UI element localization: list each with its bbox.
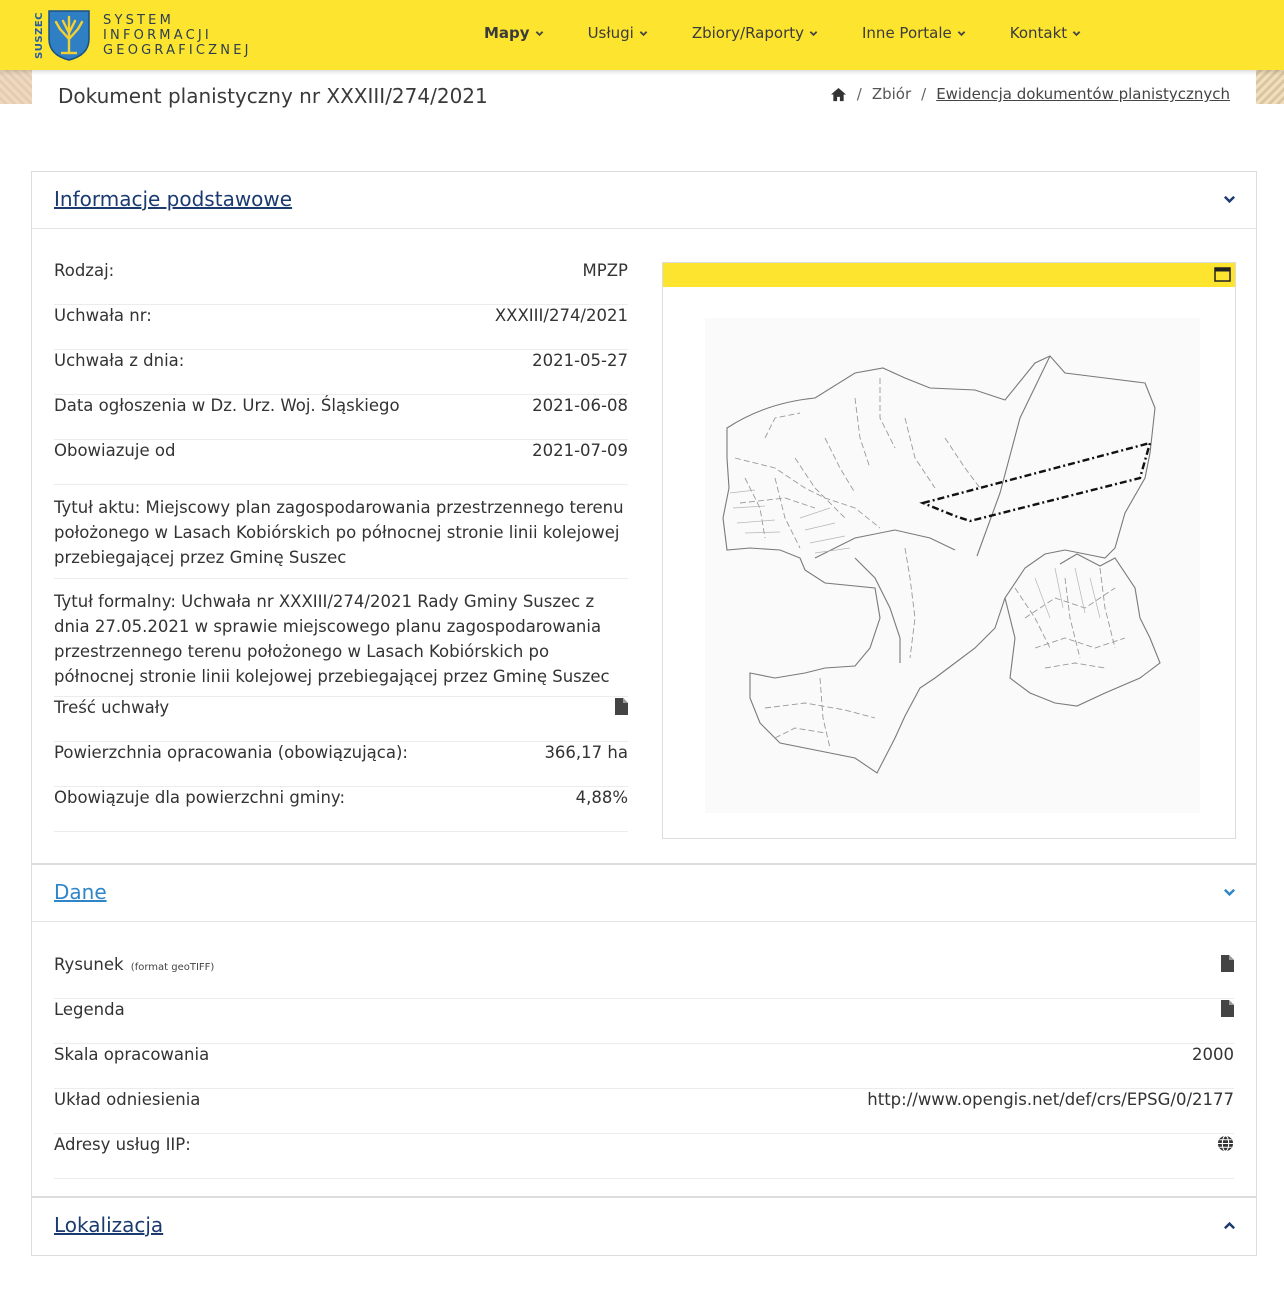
dane-label-rysunek <box>54 955 214 974</box>
brand-vertical-text: SUSZEC <box>34 11 45 59</box>
info-value: 4,88% <box>575 788 628 807</box>
dane-label: Skala opracowania <box>54 1045 210 1064</box>
basic-info-list <box>54 261 628 832</box>
info-label: Obowiązuje dla powierzchni gminy: <box>54 788 346 807</box>
brand-title <box>103 13 252 58</box>
nav-label: Mapy <box>484 24 530 42</box>
chevron-down-icon <box>957 29 966 38</box>
nav-label: Zbiory/Raporty <box>691 24 804 42</box>
rysunek-label: Rysunek <box>54 955 124 974</box>
brand-line-2: INFORMACJI <box>103 27 212 43</box>
globe-icon[interactable] <box>1217 1135 1234 1152</box>
panel-dane-title[interactable]: Dane <box>54 880 107 904</box>
chevron-down-icon <box>639 29 648 38</box>
location-map <box>662 262 1236 839</box>
panel-basic-info-header[interactable] <box>32 172 1256 229</box>
dane-label: Układ odniesienia <box>54 1090 201 1109</box>
info-label: Obowiazuje od <box>54 441 176 460</box>
window-icon[interactable] <box>1214 267 1231 282</box>
info-label: Uchwała nr: <box>54 306 152 325</box>
nav-item-uslugi[interactable] <box>588 24 648 42</box>
info-row-tytul-formalny: Tytuł formalny: Uchwała nr XXXIII/274/2021 Rady Gminy Suszec z dnia 27.05.2021 w sprawie miejscowego planu zagospodarowania przestrzennego terenu położonego w Lasach Kobiórskich po północnej stronie linii kolejowej przebiegającej przez Gminę Suszec <box>54 579 628 697</box>
panel-lokalizacja-title[interactable]: Lokalizacja <box>54 1213 164 1237</box>
chevron-down-icon[interactable] <box>1223 886 1236 899</box>
info-row-uchwala-nr <box>54 305 628 350</box>
dane-row-adresy-iip <box>54 1134 1234 1179</box>
nav-item-mapy[interactable] <box>484 24 544 42</box>
breadcrumb-separator: / <box>856 85 862 103</box>
panel-basic-info <box>31 171 1257 864</box>
info-value: MPZP <box>582 261 628 280</box>
panel-basic-info-title[interactable]: Informacje podstawowe <box>54 187 293 211</box>
coat-of-arms-icon <box>47 9 91 61</box>
info-label: Powierzchnia opracowania (obowiązująca): <box>54 743 408 762</box>
dane-label: Adresy usług IIP: <box>54 1135 191 1154</box>
nav-label: Kontakt <box>1009 24 1068 42</box>
info-value: XXXIII/274/2021 <box>494 306 628 325</box>
file-icon[interactable] <box>1221 955 1234 972</box>
dane-row-legenda <box>54 999 1234 1044</box>
brand-logo[interactable] <box>34 6 252 64</box>
panel-lokalizacja-header[interactable] <box>32 1198 1256 1254</box>
dane-list <box>54 955 1234 1179</box>
chevron-down-icon <box>535 29 544 38</box>
chevron-down-icon <box>809 29 818 38</box>
file-icon[interactable] <box>615 698 628 715</box>
info-label: Treść uchwały <box>54 698 170 717</box>
info-label: Rodzaj: <box>54 261 115 280</box>
breadcrumb-separator: / <box>921 85 927 103</box>
info-row-tytul-aktu: Tytuł aktu: Miejscowy plan zagospodarowania przestrzennego terenu położonego w Lasach Kobiórskich po północnej stronie linii kolejowej przebiegającej przez Gminę Suszec <box>54 485 628 579</box>
info-label: Data ogłoszenia w Dz. Urz. Woj. Śląskiego <box>54 396 400 415</box>
info-row-powierzchnia <box>54 742 628 787</box>
top-navbar <box>0 0 1284 70</box>
info-row-obowiazuje-od <box>54 440 628 485</box>
chevron-down-icon <box>1072 29 1081 38</box>
nav-item-kontakt[interactable] <box>1010 24 1081 42</box>
dane-row-uklad <box>54 1089 1234 1134</box>
info-row-powierzchnia-gminy <box>54 787 628 832</box>
nav-label: Usługi <box>587 24 634 42</box>
dane-row-rysunek <box>54 955 1234 999</box>
breadcrumb <box>830 85 1230 103</box>
panel-dane <box>31 864 1257 1197</box>
main-menu <box>484 0 1125 66</box>
file-icon[interactable] <box>1221 1000 1234 1017</box>
nav-item-zbiory-raporty[interactable] <box>692 24 818 42</box>
chevron-down-icon[interactable] <box>1223 193 1236 206</box>
info-row-data-ogloszenia <box>54 395 628 440</box>
home-icon[interactable] <box>830 87 847 102</box>
panel-dane-header[interactable] <box>32 865 1256 922</box>
dane-value: http://www.opengis.net/def/crs/EPSG/0/2177 <box>867 1090 1234 1109</box>
breadcrumb-link-ewidencja[interactable]: Ewidencja dokumentów planistycznych <box>936 85 1230 103</box>
map-toolbar <box>663 263 1235 287</box>
info-row-rodzaj <box>54 261 628 305</box>
info-value: 2021-07-09 <box>532 441 628 460</box>
info-value: 366,17 ha <box>544 743 628 762</box>
info-value: 2021-06-08 <box>532 396 628 415</box>
dane-value: 2000 <box>1192 1045 1234 1064</box>
municipality-map-image <box>705 318 1200 813</box>
rysunek-format-note: (format geoTIFF) <box>130 962 215 973</box>
info-label: Uchwała z dnia: <box>54 351 185 370</box>
nav-label: Inne Portale <box>862 24 952 42</box>
brand-line-3: GEOGRAFICZNEJ <box>103 42 252 58</box>
nav-item-inne-portale[interactable] <box>862 24 966 42</box>
info-row-uchwala-z-dnia <box>54 350 628 395</box>
brand-line-1: SYSTEM <box>103 12 175 28</box>
panel-lokalizacja <box>31 1197 1257 1256</box>
decorative-pattern-left <box>0 70 32 104</box>
chevron-up-icon[interactable] <box>1223 1219 1236 1232</box>
breadcrumb-zbior: Zbiór <box>871 85 912 103</box>
dane-row-skala <box>54 1044 1234 1089</box>
decorative-pattern-right <box>1256 70 1284 104</box>
info-value: 2021-05-27 <box>532 351 628 370</box>
dane-label: Legenda <box>54 1000 125 1019</box>
info-row-tresc-uchwaly <box>54 697 628 742</box>
page-title: Dokument planistyczny nr XXXIII/274/2021 <box>58 84 488 108</box>
